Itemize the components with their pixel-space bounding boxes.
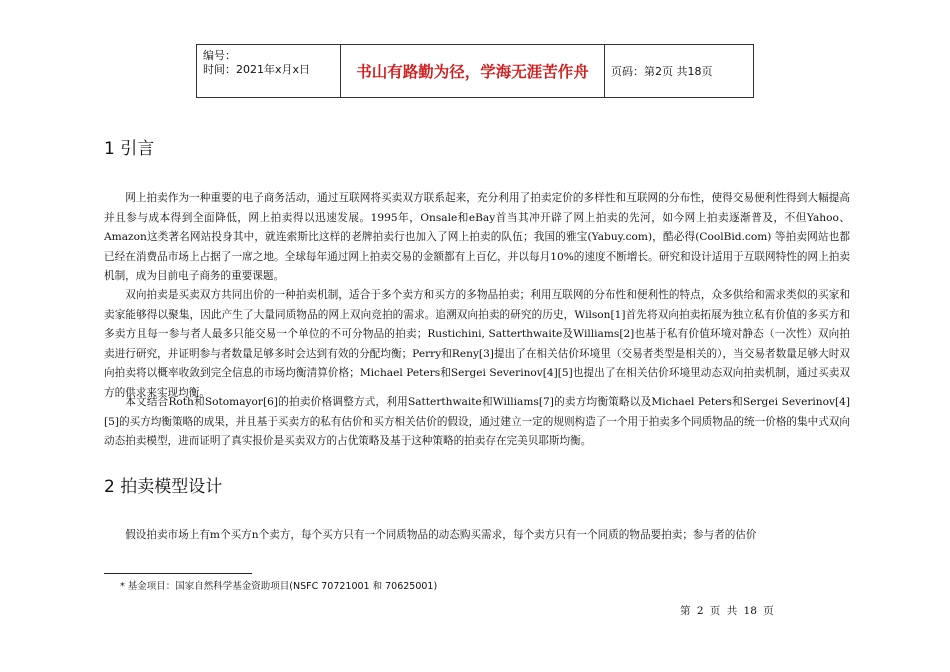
- header-meta: [197, 45, 341, 97]
- paragraph-model-1: 假设拍卖市场上有m个买方n个卖方，每个买方只有一个同质物品的动态购买需求，每个卖方只有一个同质的物品要拍卖；参与者的估价: [125, 529, 757, 541]
- footnote: * 基金项目：国家自然科学基金资助项目(NSFC 70721001 和 70625001): [120, 581, 438, 592]
- paragraph-intro-2: 双向拍卖是买卖双方共同出价的一种拍卖机制，适合于多个卖方和买方的多物品拍卖；利用互联网的分布性和便利性的特点，众多供给和需求类似的买家和卖家能够得以聚集，因此产生了大量同质物品的网上双向竞拍的需求。追溯双向拍卖的研究的历史，Wilson[1]首先将双向拍卖拓展为独立私有价值的多买方和多卖方且每一参与者人最多只能交易一个单位的不可分物品的拍卖；Rustichini, Satterthwaite及Williams[2]也基于私有价值环境对静态（一次性）双向拍卖进行研究，并证明参与者数量足够多时会达到有效的分配均衡；Perry和Reny[3]提出了在相关估价环境里（交易者类型是相关的），当交易者数量足够大时双向拍卖将以概率收敛到完全信息的市场均衡清算价格；Michael Peters和Sergei Severinov[4][5]也提出了在相关估价环境里动态双向拍卖机制，通过买卖双方的供求来实现均衡。: [104, 289, 850, 399]
- paragraph-intro-3: 本文结合Roth和Sotomayor[6]的拍卖价格调整方式，利用Satterthwaite和Williams[7]的卖方均衡策略以及Michael Peters和Sergei Severinov[4][5]的买方均衡策略的成果，并且基于买卖方的私有估价和买方相关估价的假设，通过建立一定的规则构造了一个用于拍卖多个同质物品的统一价格的集中式双向动态拍卖模型，进而证明了真实报价是买卖双方的占优策略及基于这种策略的拍卖存在完美贝耶斯均衡。: [104, 396, 850, 448]
- time-label: 时间：2021年x月x日: [203, 63, 311, 76]
- header-page-info: 页码：第2页 共18页: [611, 65, 713, 78]
- section-heading-model: 2 拍卖模型设计: [104, 477, 223, 497]
- section-heading-intro: 1 引言: [104, 139, 155, 159]
- number-label: 编号：: [203, 49, 236, 62]
- header-motto: 书山有路勤为径，学海无涯苦作舟: [341, 45, 605, 97]
- paragraph-intro-1: 网上拍卖作为一种重要的电子商务活动，通过互联网将买卖双方联系起来，充分利用了拍卖定价的多样性和互联网的分布性，使得交易便利性得到大幅提高并且参与成本得到全面降低，网上拍卖得以迅速发展。1995年，Onsale和eBay首当其冲开辟了网上拍卖的先河，如今网上拍卖逐渐普及，不但Yahoo、Amazon这类著名网站投身其中，就连索斯比这样的老牌拍卖行也加入了网上拍卖的队伍；我国的雅宝(Yabuy.com)，酷必得(CoolBid.com) 等拍卖网站也都已经在消费品市场上占据了一席之地。全球每年通过网上拍卖交易的金额都有上百亿，并以每月10%的速度不断增长。研究和设计适用于互联网特性的网上拍卖机制，成为目前电子商务的重要课题。: [104, 192, 850, 283]
- footnote-divider: [104, 573, 252, 574]
- page-number: 第 2 页 共 18 页: [680, 605, 774, 617]
- page-header: [196, 44, 754, 98]
